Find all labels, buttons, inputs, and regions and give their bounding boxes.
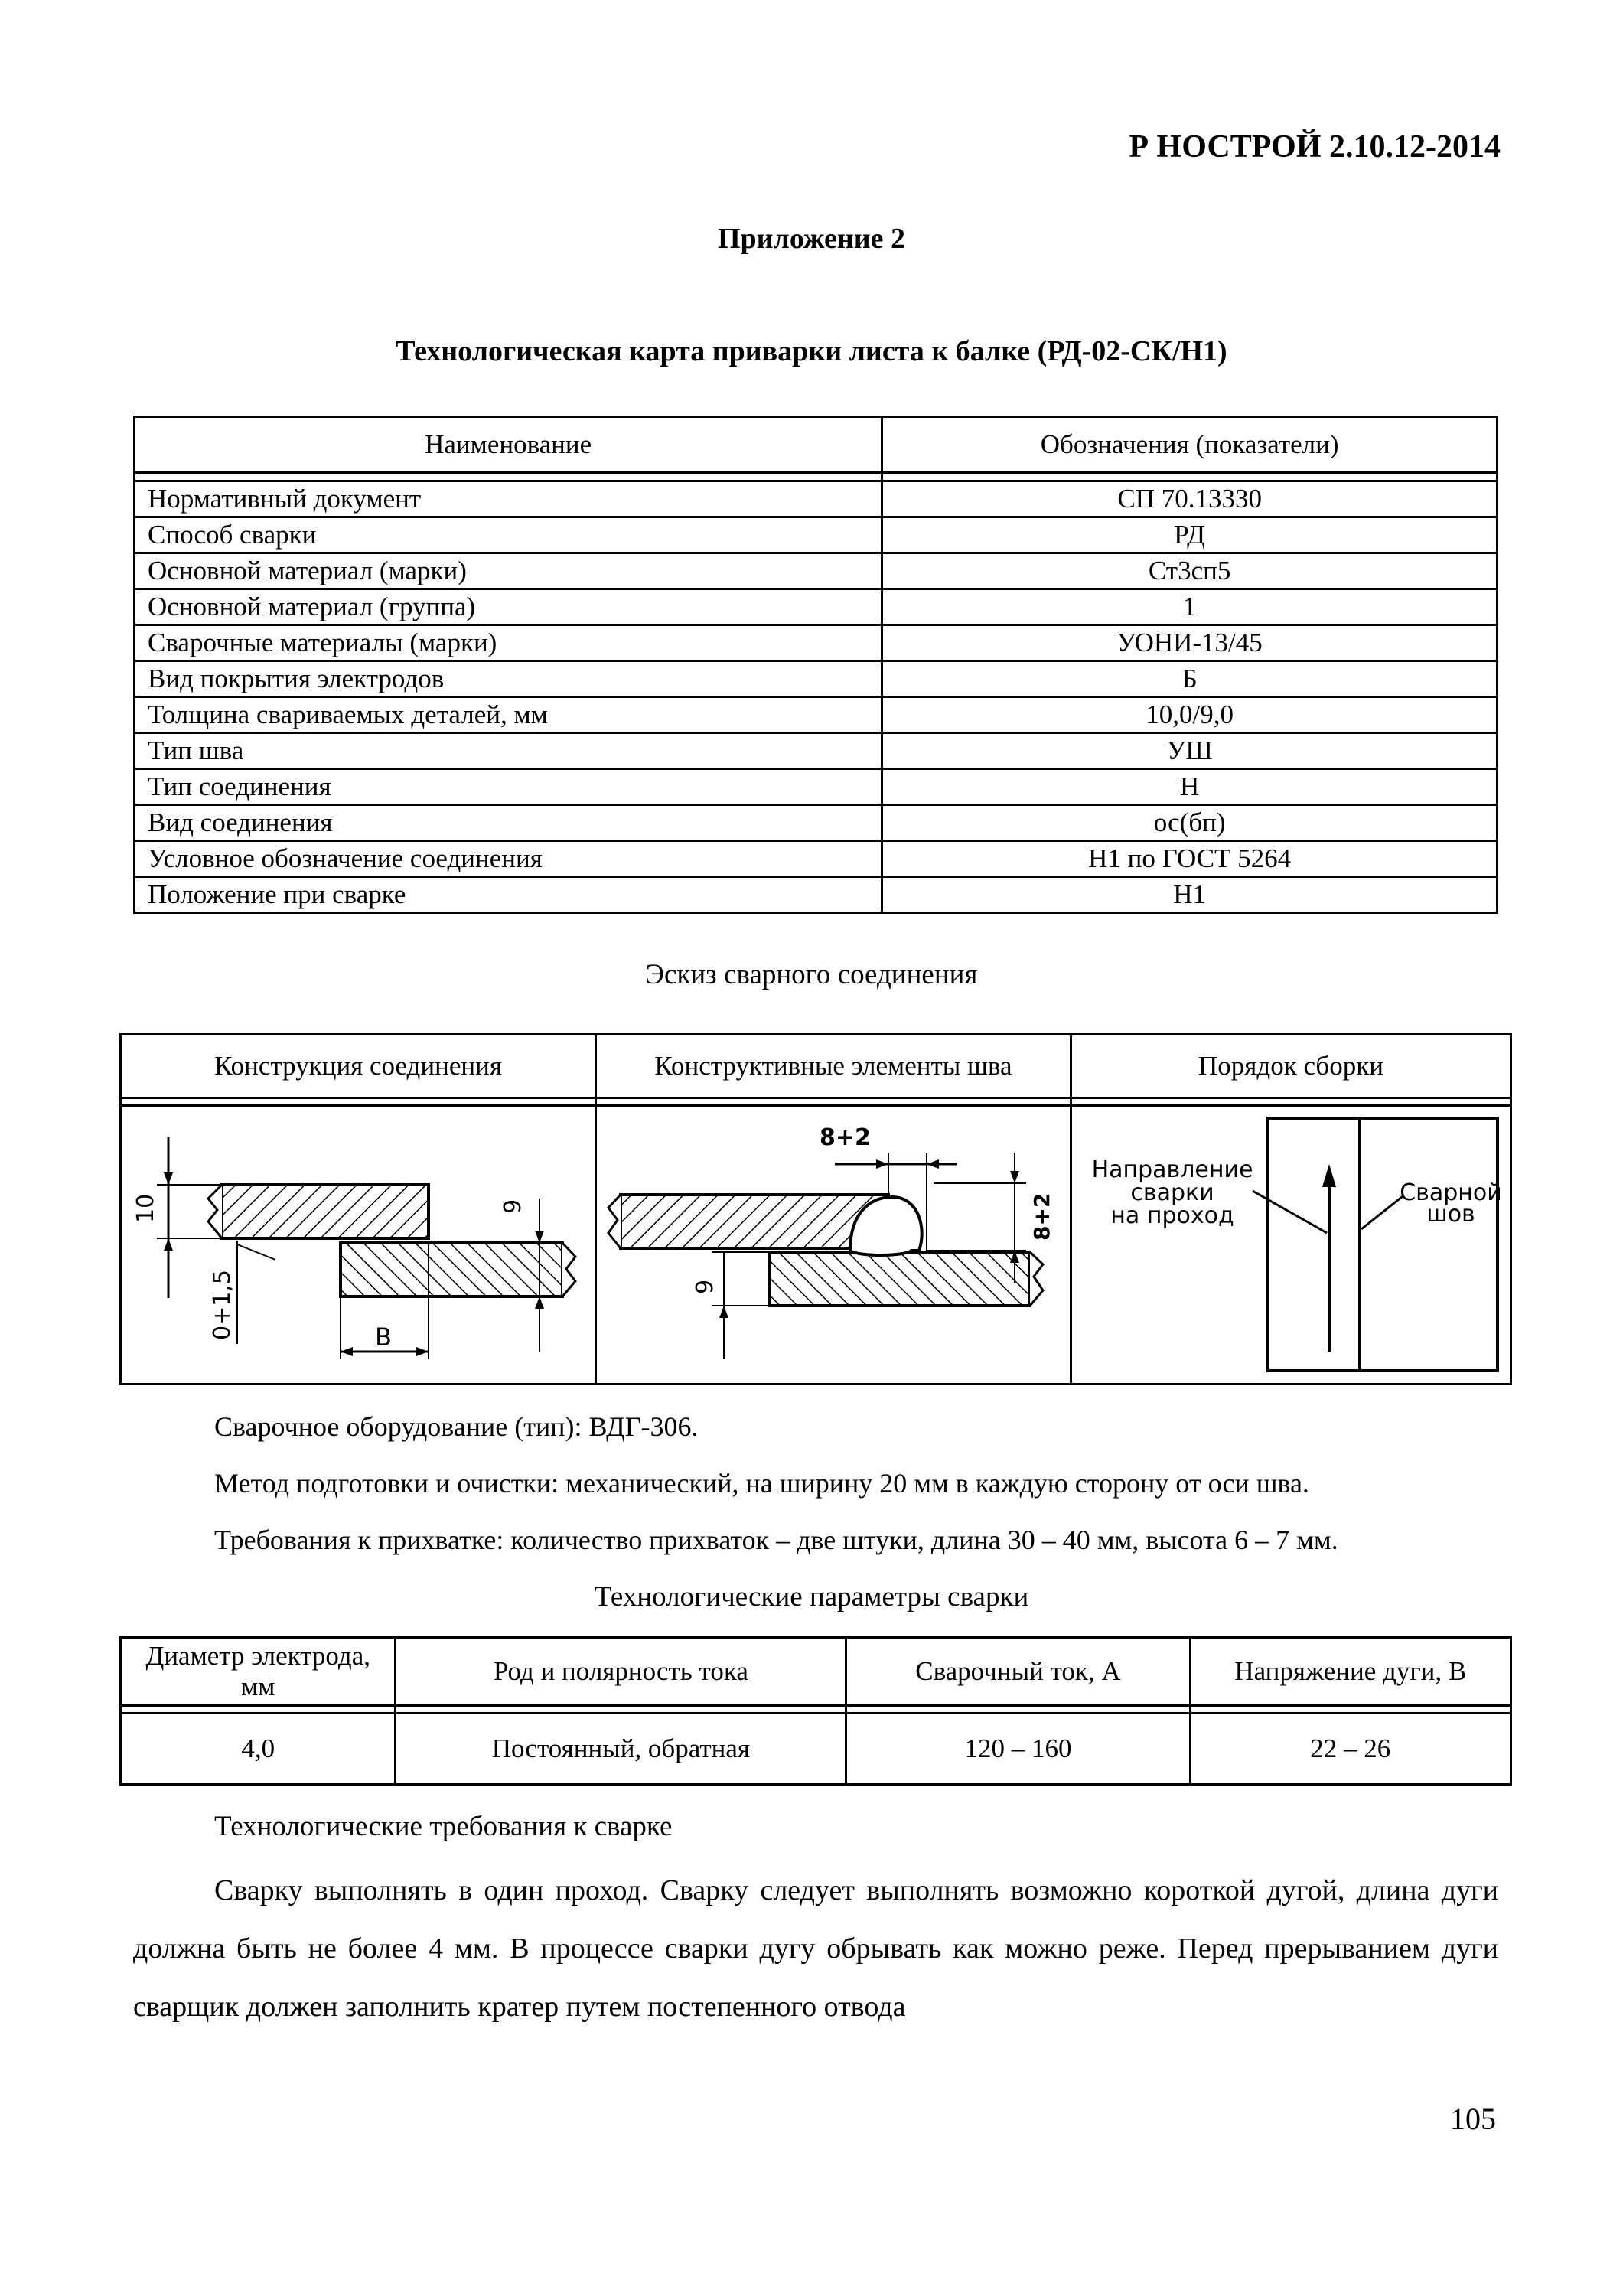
construction-drawing bbox=[122, 1107, 594, 1376]
method-line: Метод подготовки и очистки: механический, на ширину 20 мм в каждую сторону от оси шва. bbox=[214, 1468, 1309, 1499]
param-value: Н1 по ГОСТ 5264 bbox=[882, 841, 1498, 877]
construction-drawing-cell bbox=[121, 1106, 596, 1384]
params-header-voltage: Напряжение дуги, В bbox=[1190, 1638, 1511, 1706]
label-direction-3: на проход bbox=[1110, 1202, 1234, 1229]
param-value: 10,0/9,0 bbox=[882, 697, 1498, 733]
dim-weld-height: 8+2 bbox=[1029, 1192, 1054, 1241]
assembly-drawing-cell bbox=[1071, 1106, 1511, 1384]
sketch-header-assembly: Порядок сборки bbox=[1071, 1035, 1511, 1098]
column-header-value: Обозначения (показатели) bbox=[882, 417, 1498, 473]
param-value: Н1 bbox=[882, 877, 1498, 913]
label-direction-2: сварки bbox=[1130, 1179, 1214, 1206]
equipment-line: Сварочное оборудование (тип): ВДГ-306. bbox=[214, 1411, 699, 1442]
param-name: Сварочные материалы (марки) bbox=[135, 625, 882, 661]
dim-gap: 0+1,5 bbox=[209, 1270, 236, 1340]
sketch-header-construction: Конструкция соединения bbox=[121, 1035, 596, 1098]
label-weld-1: Сварной bbox=[1400, 1179, 1502, 1206]
params-header-current-type: Род и полярность тока bbox=[396, 1638, 846, 1706]
params-title: Технологические параметры сварки bbox=[594, 1581, 1029, 1613]
document-title: Технологическая карта приварки листа к балке (РД-02-СК/Н1) bbox=[396, 335, 1227, 367]
param-name: Вид соединения bbox=[135, 805, 882, 841]
param-name: Тип шва bbox=[135, 733, 882, 769]
assembly-drawing bbox=[1073, 1107, 1509, 1376]
param-name: Нормативный документ bbox=[135, 481, 882, 517]
table-row bbox=[135, 733, 1498, 769]
column-header-name: Наименование bbox=[135, 417, 882, 473]
technical-card-table bbox=[133, 416, 1498, 914]
table-row bbox=[135, 625, 1498, 661]
params-header-diameter: Диаметр электрода, мм bbox=[121, 1638, 396, 1706]
params-value-voltage: 22 – 26 bbox=[1190, 1714, 1511, 1785]
param-value: Б bbox=[882, 661, 1498, 697]
param-name: Способ сварки bbox=[135, 517, 882, 553]
table-row bbox=[135, 877, 1498, 913]
table-row bbox=[135, 517, 1498, 553]
params-header-current: Сварочный ток, А bbox=[846, 1638, 1190, 1706]
table-row bbox=[135, 769, 1498, 805]
params-table bbox=[119, 1636, 1512, 1786]
table-row bbox=[135, 841, 1498, 877]
label-direction-1: Направление bbox=[1091, 1156, 1253, 1183]
params-value-diameter: 4,0 bbox=[121, 1714, 396, 1785]
param-value: СП 70.13330 bbox=[882, 481, 1498, 517]
weld-elements-drawing-cell bbox=[596, 1106, 1071, 1384]
param-name: Тип соединения bbox=[135, 769, 882, 805]
param-name: Положение при сварке bbox=[135, 877, 882, 913]
param-name: Толщина свариваемых деталей, мм bbox=[135, 697, 882, 733]
param-value: Н bbox=[882, 769, 1498, 805]
params-value-current-type: Постоянный, обратная bbox=[396, 1714, 846, 1785]
param-name: Вид покрытия электродов bbox=[135, 661, 882, 697]
label-weld-2: шов bbox=[1426, 1201, 1475, 1228]
param-value: РД bbox=[882, 517, 1498, 553]
weld-elements-drawing bbox=[598, 1107, 1069, 1376]
dim-plate-thickness: 9 bbox=[692, 1279, 719, 1294]
param-name: Основной материал (группа) bbox=[135, 589, 882, 625]
param-value: Ст3сп5 bbox=[882, 553, 1498, 589]
param-value: УШ bbox=[882, 733, 1498, 769]
appendix-label: Приложение 2 bbox=[717, 223, 906, 255]
dim-bottom-thickness: 9 bbox=[500, 1199, 526, 1214]
param-value: УОНИ-13/45 bbox=[882, 625, 1498, 661]
tack-line: Требования к прихватке: количество прихваток – две штуки, длина 30 – 40 мм, высота 6 – 7 мм. bbox=[214, 1525, 1338, 1555]
param-value: ос(бп) bbox=[882, 805, 1498, 841]
param-value: 1 bbox=[882, 589, 1498, 625]
requirements-text: Сварку выполнять в один проход. Сварку следует выполнять возможно короткой дугой, длина дуги должна быть не более 4 мм. В процессе сварки дугу обрывать как можно реже. Перед прерыванием дуги сварщик должен заполнить кратер путем постепенного отвода bbox=[133, 1874, 1498, 2023]
table-row bbox=[135, 661, 1498, 697]
table-row bbox=[135, 805, 1498, 841]
page-number: 105 bbox=[1450, 2102, 1496, 2136]
param-name: Основной материал (марки) bbox=[135, 553, 882, 589]
sketch-table bbox=[119, 1033, 1512, 1385]
table-row bbox=[135, 553, 1498, 589]
sketch-header-elements: Конструктивные элементы шва bbox=[596, 1035, 1071, 1098]
params-value-current: 120 – 160 bbox=[846, 1714, 1190, 1785]
table-row bbox=[135, 589, 1498, 625]
dim-overlap: B bbox=[375, 1322, 392, 1352]
param-name: Условное обозначение соединения bbox=[135, 841, 882, 877]
sketch-title: Эскиз сварного соединения bbox=[645, 959, 978, 990]
document-code: Р НОСТРОЙ 2.10.12-2014 bbox=[1129, 129, 1501, 165]
table-row bbox=[135, 697, 1498, 733]
requirements-title: Технологические требования к сварке bbox=[214, 1811, 673, 1842]
dim-weld-width: 8+2 bbox=[820, 1124, 871, 1151]
table-row bbox=[135, 481, 1498, 517]
dim-top-thickness: 10 bbox=[132, 1193, 159, 1223]
